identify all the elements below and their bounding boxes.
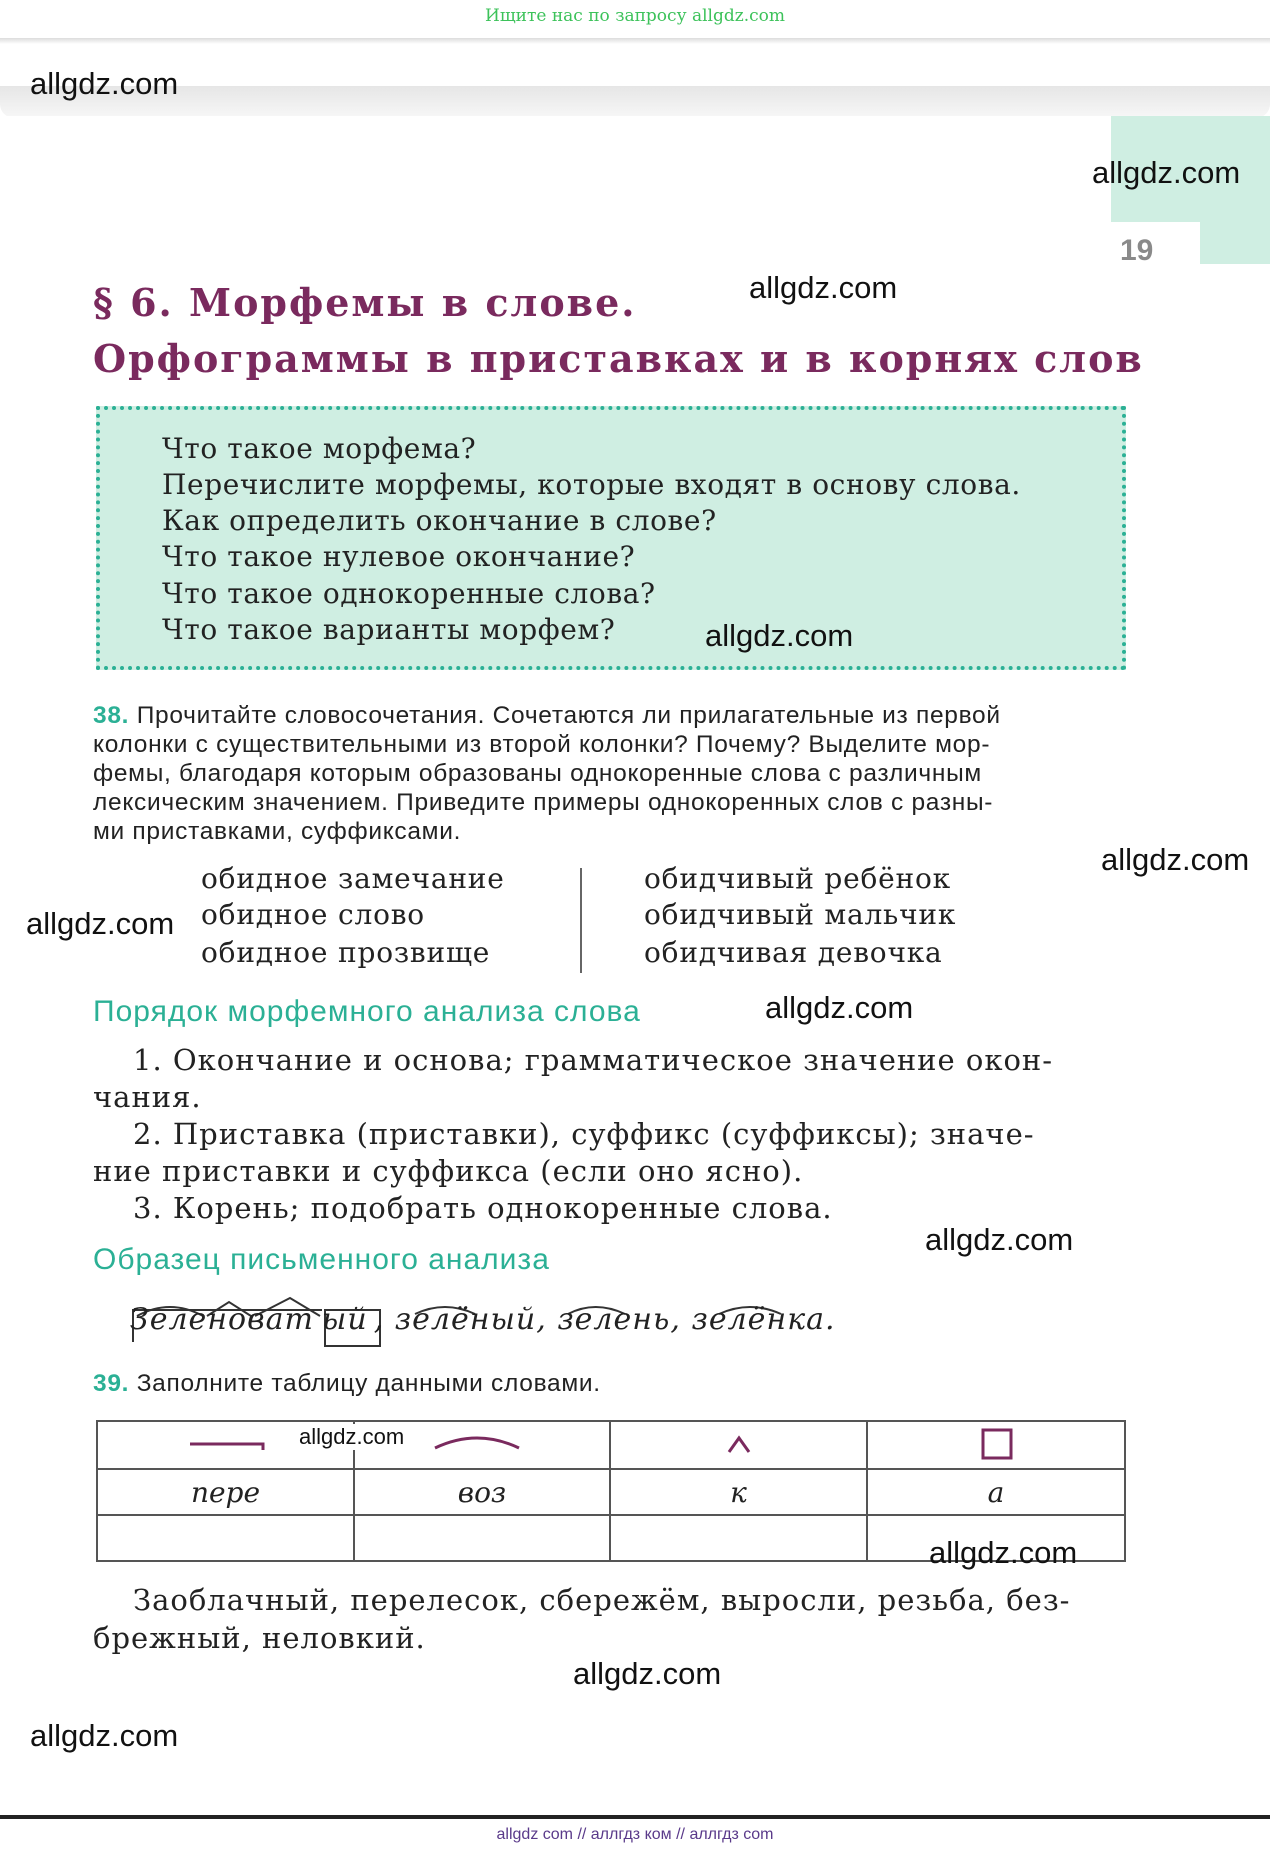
column-divider <box>580 868 582 973</box>
table-header-cell <box>609 1420 868 1470</box>
watermark: allgdz.com <box>30 66 179 101</box>
left-column-item: обидное прозвище <box>201 936 491 969</box>
page-corner-tab-lower <box>1200 222 1270 264</box>
suffix-icon <box>611 1422 870 1468</box>
analysis-step: чания. <box>93 1080 202 1114</box>
question-item: Что такое морфема? <box>162 432 477 465</box>
watermark: allgdz.com <box>299 1424 405 1449</box>
analysis-step: 3. Корень; подобрать однокоренные слова. <box>133 1191 833 1225</box>
analysis-step: 2. Приставка (приставки), суффикс (суффиксы); значе- <box>133 1117 1035 1151</box>
section-subtitle: Орфограммы в приставках и в корнях слов <box>93 336 1144 381</box>
question-item: Что такое варианты морфем? <box>162 613 616 646</box>
question-item: Перечислите морфемы, которые входят в основу слова. <box>162 468 1021 501</box>
exercise-38-line <box>93 702 1001 730</box>
watermark: allgdz.com <box>26 906 175 941</box>
footer-text: allgdz com // аллгдз ком // аллгдз com <box>496 1826 774 1843</box>
watermark: allgdz.com <box>705 618 854 653</box>
table-cell: а <box>987 1476 1005 1509</box>
empty-cell <box>609 1514 868 1562</box>
sample-ending: ый <box>321 1302 368 1337</box>
words-list-line: брежный, неловкий. <box>93 1621 426 1655</box>
top-divider <box>0 38 1270 44</box>
table-header-cell <box>866 1420 1126 1470</box>
table-cell: к <box>730 1476 747 1509</box>
top-banner <box>0 0 1270 38</box>
right-column-item: обидчивая девочка <box>644 936 943 969</box>
watermark: allgdz.com <box>1092 155 1241 190</box>
analysis-heading: Порядок морфемного анализа слова <box>93 995 641 1028</box>
page-gap <box>0 86 1270 118</box>
question-item: Как определить окончание в слове? <box>162 504 717 537</box>
page-number: 19 <box>1120 234 1154 267</box>
exercise-number: 38. <box>93 702 130 729</box>
right-column-item: обидчивый ребёнок <box>644 862 951 895</box>
right-column-item: обидчивый мальчик <box>644 898 957 931</box>
exercise-38-line: фемы, благодаря которым образованы однокоренные слова с различным <box>93 760 982 787</box>
watermark: allgdz.com <box>925 1222 1074 1257</box>
footer-divider <box>0 1815 1270 1819</box>
exercise-38-line: ми приставками, суффиксами. <box>93 818 462 845</box>
exercise-38-line: лексическим значением. Приведите примеры однокоренных слов с разны- <box>93 789 994 816</box>
exercise-text: Прочитайте словосочетания. Сочетаются ли прилагательные из первой <box>136 702 1001 729</box>
left-column-item: обидное слово <box>201 898 425 931</box>
table-row <box>96 1468 355 1516</box>
exercise-text: Заполните таблицу данными словами. <box>136 1370 601 1397</box>
empty-cell <box>353 1514 611 1562</box>
question-item: Что такое нулевое окончание? <box>162 540 636 573</box>
exercise-39-line <box>93 1370 601 1398</box>
sample-stem: Зеленоват <box>130 1302 314 1337</box>
analysis-step: ние приставки и суффикса (если оно ясно). <box>93 1154 804 1188</box>
sample-related-words: , зелёный, зелень, зелёнка. <box>373 1302 836 1337</box>
words-list-line: Заоблачный, перелесок, сбережём, выросли, резьба, без- <box>133 1583 1071 1617</box>
sample-heading: Образец письменного анализа <box>93 1243 550 1276</box>
watermark: allgdz.com <box>30 1718 179 1753</box>
watermark: allgdz.com <box>765 990 914 1025</box>
left-column-item: обидное замечание <box>201 862 505 895</box>
watermark: allgdz.com <box>1101 842 1250 877</box>
exercise-38-line: колонки с существительными из второй колонки? Почему? Выделите мор- <box>93 731 991 758</box>
sample-words <box>130 1302 836 1337</box>
question-item: Что такое однокоренные слова? <box>162 577 656 610</box>
section-title: § 6. Морфемы в слове. <box>93 280 637 325</box>
table-cell: пере <box>190 1476 261 1509</box>
ending-icon <box>868 1422 1128 1468</box>
empty-cell <box>96 1514 355 1562</box>
watermark: allgdz.com <box>749 270 898 305</box>
watermark: allgdz.com <box>573 1656 722 1691</box>
exercise-number: 39. <box>93 1370 130 1397</box>
watermark: allgdz.com <box>929 1535 1078 1570</box>
analysis-step: 1. Окончание и основа; грамматическое значение окон- <box>133 1043 1054 1077</box>
table-row <box>609 1468 868 1516</box>
table-row <box>353 1468 611 1516</box>
banner-text: Ищите нас по запросу allgdz.com <box>485 6 785 26</box>
table-cell: воз <box>457 1476 507 1509</box>
review-questions-box <box>96 406 1126 670</box>
table-row <box>866 1468 1126 1516</box>
